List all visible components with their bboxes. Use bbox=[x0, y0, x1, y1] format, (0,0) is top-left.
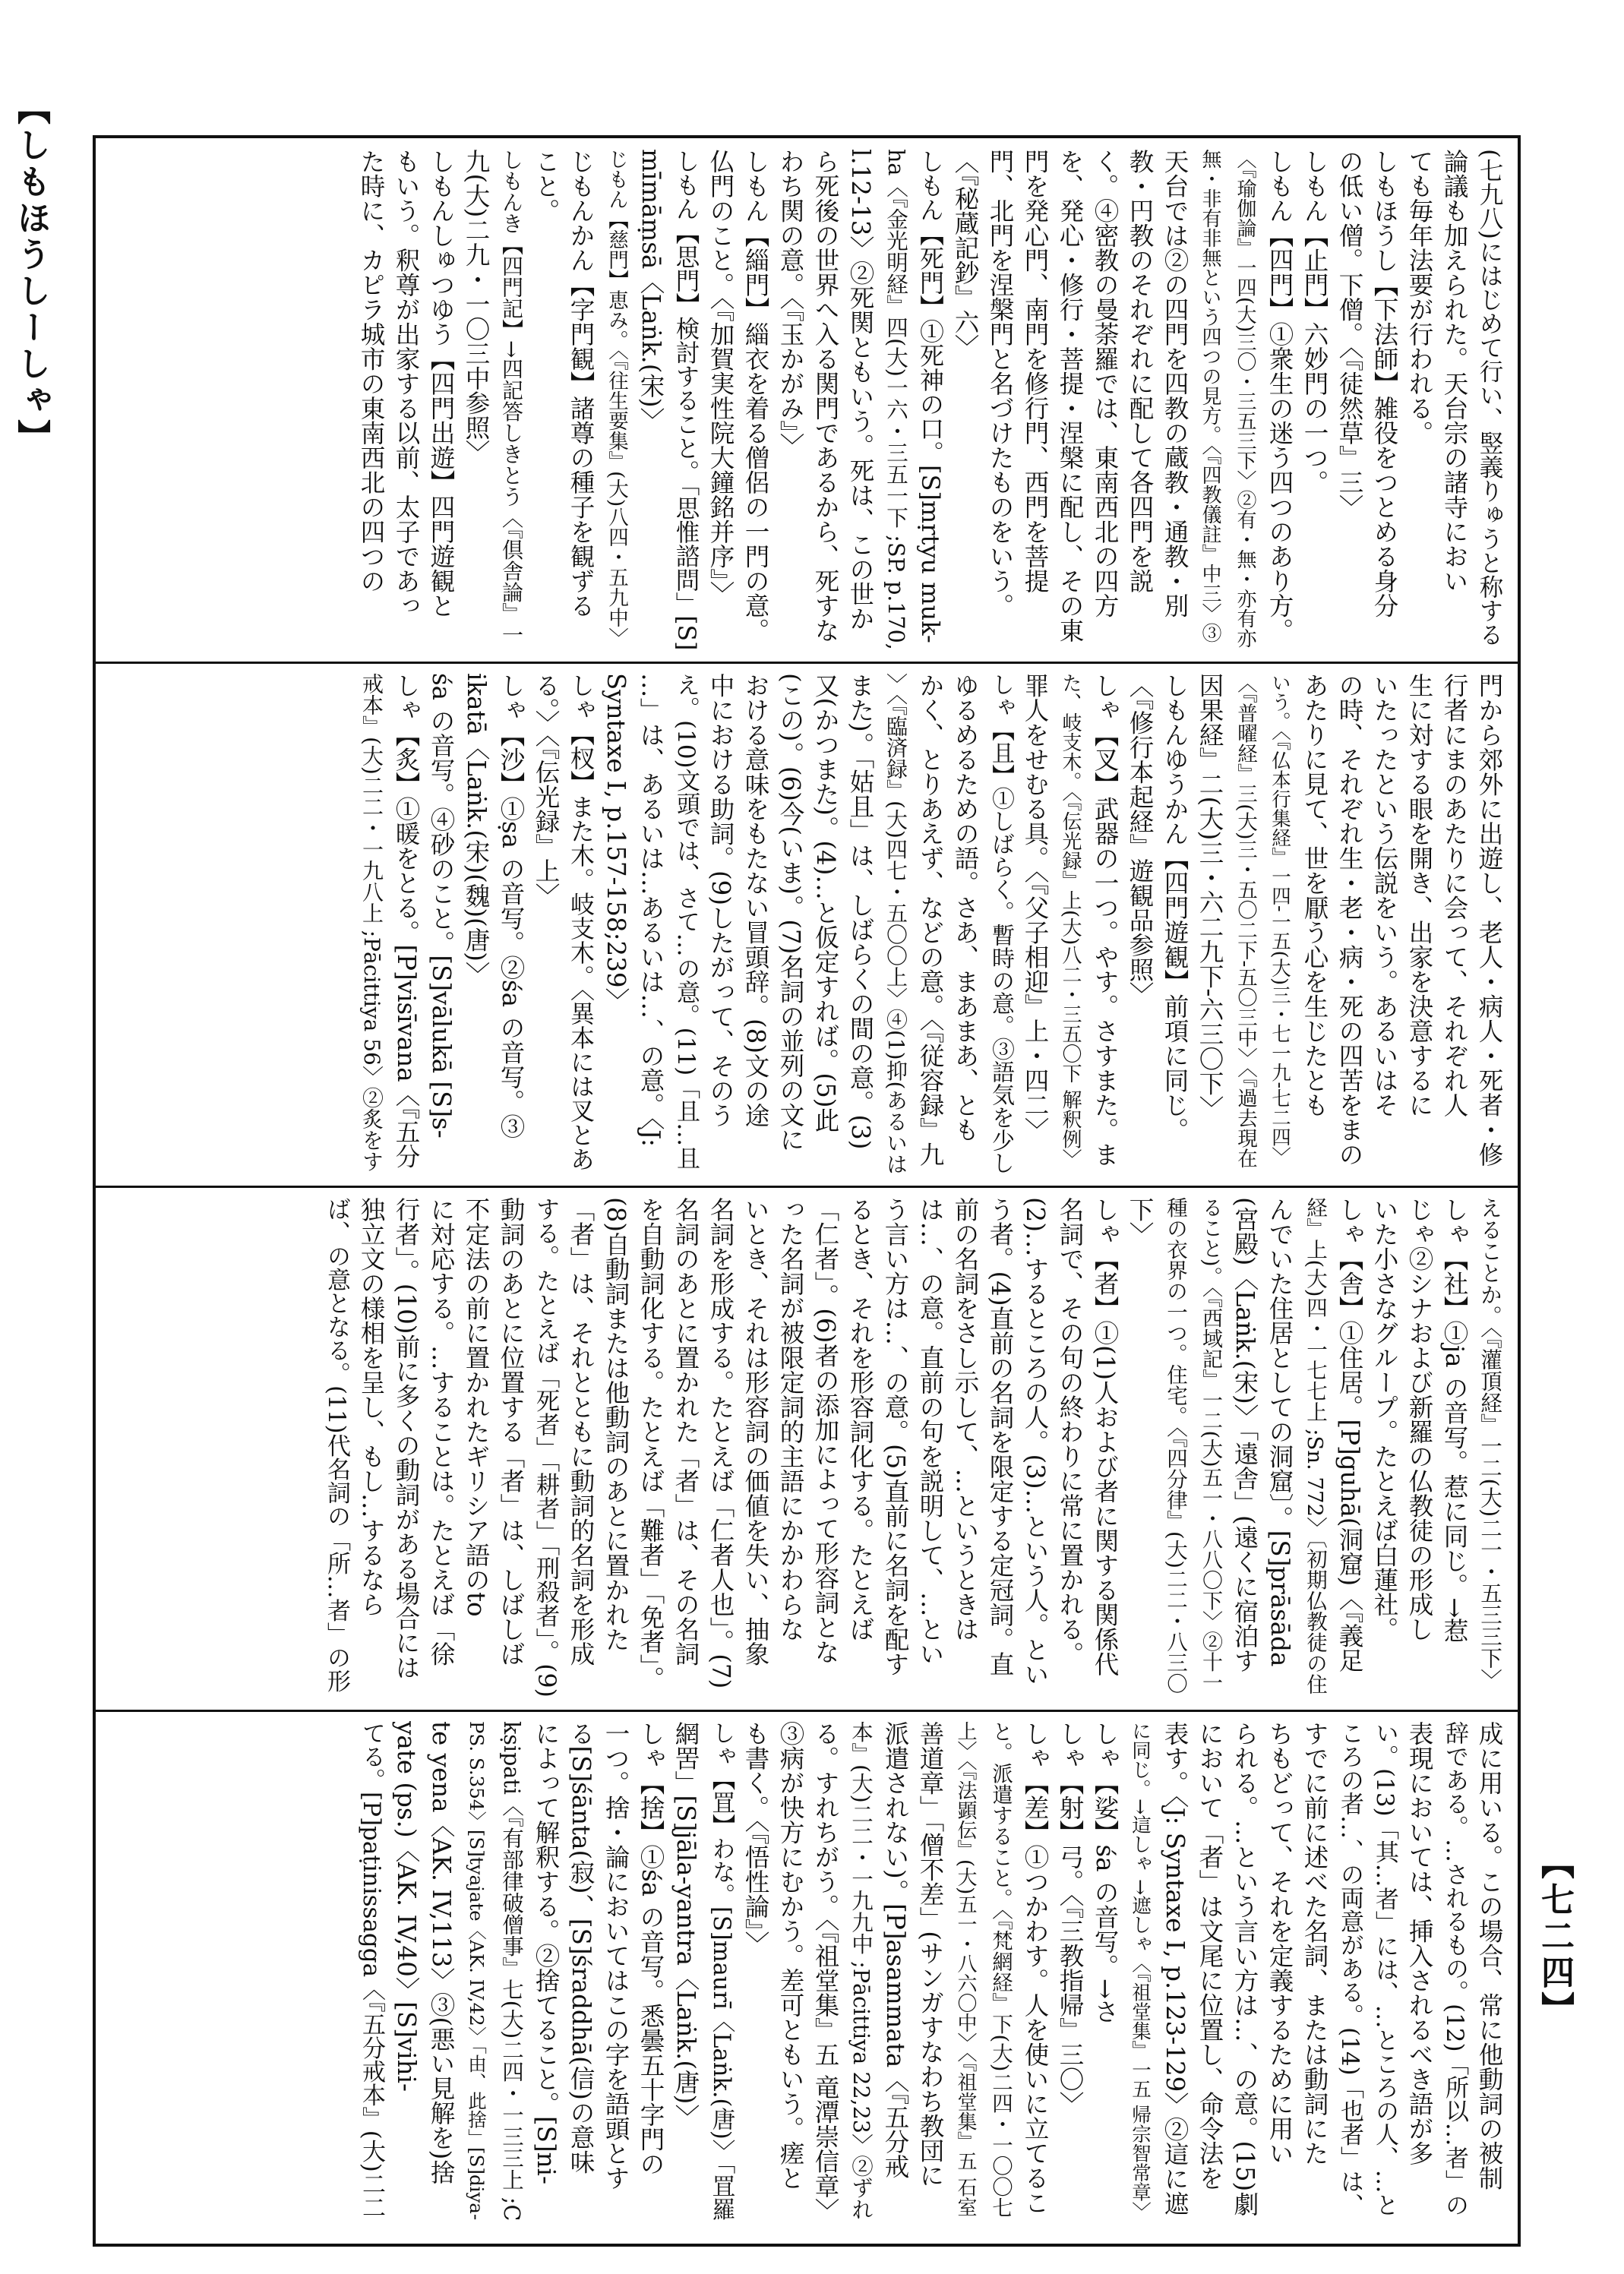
text-line: った名詞が被限定詞的主語にかかわらな bbox=[776, 1197, 805, 1641]
text-line: は…、の意。直前の句を説明して、…とい bbox=[916, 1197, 945, 1666]
text-line: しもんき【四門記】→四記答しきとう〈『倶舎論』一 bbox=[499, 149, 524, 646]
text-line: 一つ。捨・論においてはこの字を語頭とす bbox=[602, 1721, 630, 2190]
text-line: わち関の意。〈『玉かがみ』〉 bbox=[776, 149, 805, 458]
text-line: かく、とりあえず、などの意。〈『従容録』九 bbox=[916, 673, 945, 1167]
text-line: しゃ【差】①つかわす。人を使いに立てるこ bbox=[1021, 1721, 1050, 2215]
text-line: しゃ【沙】①ṣa の音写。②śa の音写。③ bbox=[497, 673, 526, 1139]
text-line: 前の名詞をさし示して、…というときは bbox=[951, 1197, 980, 1641]
text-line: 善道章」「僧不差」(サンガすなわち教団に bbox=[916, 1721, 945, 2187]
text-line: l.12-13〉②死関ともいう。死は、この世か bbox=[846, 149, 875, 631]
text-line: い。(13)「其…者」には、…ところの人、…と bbox=[1371, 1721, 1398, 2217]
text-line: 表現においては、挿入されるべき語が多 bbox=[1405, 1721, 1434, 2165]
divider bbox=[96, 1710, 1518, 1712]
text-line: 経』上(大)四・一七七上 ;Sn. 772〉〔初期仏教徒の住 bbox=[1303, 1197, 1327, 1694]
divider bbox=[96, 662, 1518, 664]
text-line: ikatā〈Laṅk.(宋)(魏)(唐)〉 bbox=[462, 673, 491, 987]
text-line: kṣipati〈『有部律破僧事』七(大)二四・一三三上 ;C bbox=[499, 1721, 524, 2222]
text-line: た、岐支木。〈『伝光録』上(大)八二・三五〇下 解釈例〉 bbox=[1059, 673, 1082, 1169]
text-line: (宮殿)〈Laṅk.(宋)〉「遠舎」(遠くに宿泊す bbox=[1231, 1197, 1259, 1673]
text-line: 門から郊外に出遊し、老人・病人・死者・修 bbox=[1475, 673, 1504, 1167]
text-line: しもんゆうかん【四門遊観】前項に同じ。 bbox=[1161, 673, 1190, 1142]
text-line: において「者」は文尾に位置し、命令法を bbox=[1196, 1721, 1224, 2190]
text-line: ら死後の世界へ入る関門であるから、死すな bbox=[811, 149, 840, 643]
text-line: えることか。〈『灌頂経』一二(大)二一・五三三下〉 bbox=[1477, 1197, 1502, 1691]
tier-2 bbox=[106, 673, 1507, 1174]
text-line: 派遣されない)。[P]asammata〈『五分戒 bbox=[881, 1721, 910, 2179]
text-line: śa の音写。④砂のこと。[S]vālukā [S]s- bbox=[427, 673, 456, 1139]
text-line: の時、それぞれ生・老・病・死の四苦をまの bbox=[1335, 673, 1364, 1167]
text-line: PS. S.354〉[S]tyajate〈AK. IV,42〉「由、此捨」[S]diya- bbox=[466, 1721, 488, 2221]
text-line: ころの者…、の両意がある。(14)「也者」は、 bbox=[1336, 1721, 1363, 2217]
text-line: いたったという伝説をいう。あるいはそ bbox=[1370, 673, 1399, 1117]
text-line: た時に、カピラ城市の東南西北の四つの bbox=[357, 149, 386, 593]
text-line: に同じ。→這しゃ →遮しゃ〈『祖堂集』一五 帰宗智常章〉 bbox=[1129, 1721, 1152, 2222]
text-line: 「仁者」。(6)者の添加によって形容詞とな bbox=[811, 1197, 840, 1664]
text-line: 成に用いる。この場合、常に他動詞の被制 bbox=[1475, 1721, 1504, 2190]
text-line: 因果経』二(大)三・六二九下-六三〇下〉 bbox=[1196, 673, 1224, 1120]
text-line: 九(大)二九・一〇三中参照〉 bbox=[462, 149, 491, 465]
text-line: じもん【慈門】恵み。〈『往生要集』(大)八四・五九中〉 bbox=[605, 149, 628, 648]
text-line: 又(かつまた)。(4)…と仮定すれば。(5)此 bbox=[811, 673, 840, 1132]
text-line: いう。〈『仏本行集経』一四-一五(大)三・七一九-七二四〉 bbox=[1269, 673, 1291, 1167]
text-line: 〈『普曜経』三(大)三・五〇二下-五〇三中〉〈『過去現在 bbox=[1234, 673, 1257, 1169]
text-line: yate (ps.)〈AK. IV,40〉[S]vihi- bbox=[392, 1721, 421, 2092]
text-line: te yena〈AK. IV,113〉③(悪い見解を)捨 bbox=[427, 1721, 456, 2184]
text-line: mīmāṃsā〈Laṅk.(宋)〉 bbox=[637, 149, 665, 433]
text-line: 「者」は、それとともに動詞的名詞を形成 bbox=[567, 1197, 596, 1666]
text-line: する。たとえば「死者」「耕者」「刑殺者」。(9) bbox=[532, 1197, 560, 1698]
text-line: 仏門のこと。〈『加賀実性院大鐘銘并序』〉 bbox=[706, 149, 735, 606]
text-line: 動詞のあとに位置する「者」は、しばしば bbox=[497, 1197, 526, 1666]
text-line: …」は、あるいは…あるいは…、の意。〈J: bbox=[637, 673, 665, 1147]
text-line: 無・非有非無という四つの見方。〈『四教儀註』中三〉③ bbox=[1199, 149, 1221, 643]
text-line: (2)…するところの人。(3)…という人。とい bbox=[1021, 1197, 1050, 1687]
text-line: (この)。(6)今(いま)。(7)名詞の並列の文に bbox=[776, 673, 805, 1152]
text-line: (七九八)にはじめて行い、竪義りゅうと称する bbox=[1476, 149, 1503, 646]
text-line: も書く。〈『悟性論』〉 bbox=[741, 1721, 770, 1956]
running-head: 【しもほうしーしゃ】 bbox=[11, 91, 50, 456]
text-line: ゆるめるための語。さあ、まあまあ、とも bbox=[951, 673, 980, 1142]
text-line: てる。[P]paṭinissagga〈『五分戒本』(大)二二 bbox=[358, 1721, 385, 2219]
text-line: 名詞のあとに置かれた「者」は、その名詞 bbox=[671, 1197, 700, 1666]
text-line: じゃ②シナおよび新羅の仏教徒の形成し bbox=[1405, 1197, 1434, 1641]
text-line: ③病が快方にむかう。差可ともいう。瘥と bbox=[776, 1721, 805, 2190]
text-line: しゃ【叉】武器の一つ。やす。さすまた。ま bbox=[1091, 673, 1120, 1167]
text-line: 論議も加えられた。天台宗の諸寺におい bbox=[1440, 149, 1469, 593]
text-line: 生に対する眼を開き、出家を決意するに bbox=[1405, 673, 1434, 1117]
text-line: う者。(4)直前の名詞を限定する定冠詞。直 bbox=[986, 1197, 1015, 1677]
text-line: 中における助詞。(9)したがって、そのう bbox=[706, 673, 735, 1128]
text-line: ること)。〈『西域記』一二(大)五一・八八〇下〉②十一 bbox=[1199, 1197, 1222, 1693]
text-line: 下〉 bbox=[1126, 1197, 1155, 1246]
text-line: しゃ【舎】①住居。[P]guhā(洞窟)〈『義足 bbox=[1335, 1197, 1364, 1672]
text-line: しゃ【者】①(1)人および者に関する関係代 bbox=[1091, 1197, 1120, 1677]
text-line: 不定法の前に置かれたギリシア語のto bbox=[462, 1197, 491, 1617]
text-line: を、発心・修行・菩提・涅槃に配し、その東 bbox=[1056, 149, 1085, 643]
text-line: 門、北門を涅槃門と名づけたものをいう。 bbox=[986, 149, 1015, 618]
text-line: 上〉〈『法顕伝』(大)五一・八六〇中〉〈『祖堂集』五 石室 bbox=[954, 1721, 977, 2217]
text-line: 行者にまのあたりに会って、それぞれ人 bbox=[1440, 673, 1469, 1117]
page-number: 【七二四】 bbox=[1535, 1846, 1574, 2028]
text-line: ちもどって、それを定義するために用い bbox=[1265, 1721, 1294, 2165]
text-line: 種の衣界の一つ。住宅。〈『四分律』(大)二二・八三〇 bbox=[1163, 1197, 1187, 1694]
text-line: 名詞で、その句の終わりに常に置かれる。 bbox=[1056, 1197, 1085, 1666]
text-line: と。派遣すること。〈『梵網経』下(大)二四・一〇〇七 bbox=[988, 1721, 1013, 2218]
text-line: 〈『瑜伽論』一四(大)三〇・三五三下〉②有・無・亦有亦 bbox=[1234, 149, 1256, 649]
text-line: 〉〈『臨済録』(大)四七・五〇〇上〉④(1)抑(あるいは bbox=[883, 673, 908, 1174]
text-line: しゃ【社】①ja の音写。惹に同じ。→惹 bbox=[1440, 1197, 1469, 1644]
text-line: いた小さなグループ。たとえば白蓮社。 bbox=[1370, 1197, 1399, 1641]
text-line: に対応する。…することは。たとえば「徐 bbox=[427, 1197, 456, 1666]
text-line: る。すれちがう。〈『祖堂集』五 竜潭崇信章〉 bbox=[811, 1721, 840, 2222]
text-line: 独立文の様相を呈し、もし…するなら bbox=[357, 1197, 386, 1617]
text-line: られる。…という言い方は…、の意。(15)劇 bbox=[1231, 1721, 1259, 2216]
text-line: るとき、それを形容詞化する。たとえば bbox=[846, 1197, 875, 1641]
text-line: しゃ【且】①しばらく。暫時の意。③語気を少し bbox=[987, 673, 1014, 1174]
text-line: ha〈『金光明経』四(大)一六・三五一下 ;SP. p.170, bbox=[883, 149, 908, 650]
text-line: もいう。釈尊が出家する以前、太子であっ bbox=[392, 149, 421, 618]
text-line: しもんしゅつゆう【四門出遊】四門遊観と bbox=[427, 149, 456, 618]
text-line: う言い方は…、の意。(5)直前に名詞を配す bbox=[881, 1197, 910, 1677]
text-line: 戒本』(大)二二・一九八上 ;Pācittiya 56〉②炙をす bbox=[359, 673, 384, 1172]
text-line: く。④密教の曼荼羅では、東南西北の四方 bbox=[1091, 149, 1120, 618]
text-line: 天台では②の四門を四教の蔵教・通教・別 bbox=[1161, 149, 1190, 618]
text-line: 表す。〈J: Syntaxe I, p.123-129〉②這に遮 bbox=[1161, 1721, 1190, 2216]
text-line: しもん【止門】六妙門の一つ。 bbox=[1300, 149, 1329, 494]
divider bbox=[96, 1186, 1518, 1188]
text-line: しゃ【杈】また木。岐支木。〈異本には叉とあ bbox=[567, 673, 596, 1171]
text-line: る。〉〈『伝光録』上〉 bbox=[532, 673, 561, 908]
tier-4 bbox=[106, 1721, 1507, 2222]
text-line: 名詞を形成する。たとえば「仁者人也」。(7) bbox=[706, 1197, 735, 1689]
text-line: しゃ【罝】わな。[S]maurī〈Laṅk.(唐)〉「罝羅 bbox=[708, 1721, 735, 2221]
text-line: また)。「姑且」は、しばらくの間の意。(3) bbox=[846, 673, 875, 1150]
text-line: 教・円教のそれぞれに配して各四門を説 bbox=[1126, 149, 1155, 593]
text-line: 本』(大)二二・一九九中 ;Pācittiya 22,23〉②ずれ bbox=[848, 1721, 874, 2220]
text-line: こと。 bbox=[532, 149, 561, 223]
text-line: いとき、それは形容詞の価値を失い、抽象 bbox=[741, 1197, 770, 1666]
text-line: しゃ【炙】①暖をとる。[P]visīvana〈『五分 bbox=[392, 673, 421, 1169]
page-frame bbox=[93, 135, 1521, 2247]
text-line: え。(10)文頭では、さて…の意。(11)「且…且 bbox=[672, 673, 700, 1170]
text-line: ば、の意となる。(11)代名詞の「所…者」の形 bbox=[323, 1197, 350, 1693]
text-line: おける意味をもたない冒頭辞。(8)文の途 bbox=[741, 673, 770, 1128]
text-line: しもん【思門】検討すること。「思惟諮問」[S] bbox=[672, 149, 700, 650]
text-line: 〈『秘蔵記鈔』六〉 bbox=[951, 149, 980, 359]
text-line: 罪人をせむる具。〈『父子相迎』上・四二〉 bbox=[1021, 673, 1050, 1142]
text-line: しもん【四門】①衆生の迷う四つのあり方。 bbox=[1265, 149, 1294, 643]
text-line: しもん【死門】①死神の口。[S]mṛtyu muk- bbox=[916, 149, 945, 643]
text-line: Syntaxe I, p.157-158;239〉 bbox=[602, 673, 630, 1013]
text-line: を自動詞化する。たとえば「難者」「免者」。 bbox=[637, 1197, 665, 1691]
text-line: しゃ【捨】①śa の音写。悉曇五十字門の bbox=[637, 1721, 665, 2176]
text-line: 行者」。(10)前に多くの動詞がある場合には bbox=[392, 1197, 421, 1680]
text-line: る[S]śānta(寂)、[S]śraddhā(信)の意味 bbox=[567, 1721, 596, 2175]
tier-1 bbox=[106, 149, 1507, 650]
text-line: 〈『修行本起経』遊観品参照〉 bbox=[1126, 673, 1155, 1006]
text-line: 門を発心門、南門を修行門、西門を菩提 bbox=[1021, 149, 1050, 593]
text-line: すでに前に述べた名詞、または動詞にた bbox=[1300, 1721, 1329, 2165]
text-line: じもんかん【字門観】諸尊の種子を観ずる bbox=[567, 149, 596, 618]
text-line: 網罟」[S]jāla-yantra〈Laṅk.(唐)〉 bbox=[671, 1721, 700, 2129]
text-line: あたりに見て、世を厭う心を生じたとも bbox=[1300, 673, 1329, 1117]
tier-3 bbox=[106, 1197, 1507, 1698]
text-line: しゃ【射】弓。〈『三教指帰』三〇〉 bbox=[1056, 1721, 1085, 2116]
text-line: の低い僧。下僧。〈『徒然草』三〉 bbox=[1335, 149, 1364, 520]
text-line: (8)自動詞または他動詞のあとに置かれた bbox=[602, 1197, 630, 1652]
text-line: しもほうし【下法師】雑役をつとめる身分 bbox=[1370, 149, 1399, 618]
text-line: しもん【緇門】緇衣を着る僧侶の一門の意。 bbox=[741, 149, 770, 643]
text-line: によって解釈する。②捨てること。[S]ni- bbox=[532, 1721, 561, 2184]
text-line: 辞である。…されるもの。(12)「所以…者」の bbox=[1441, 1721, 1468, 2217]
text-line: ても毎年法要が行われる。 bbox=[1405, 149, 1434, 445]
text-line: んでいた住居としての洞窟〕。[S]prāsāda bbox=[1265, 1197, 1294, 1667]
text-line: しゃ【娑】śa の音写。→さ bbox=[1091, 1721, 1120, 2024]
